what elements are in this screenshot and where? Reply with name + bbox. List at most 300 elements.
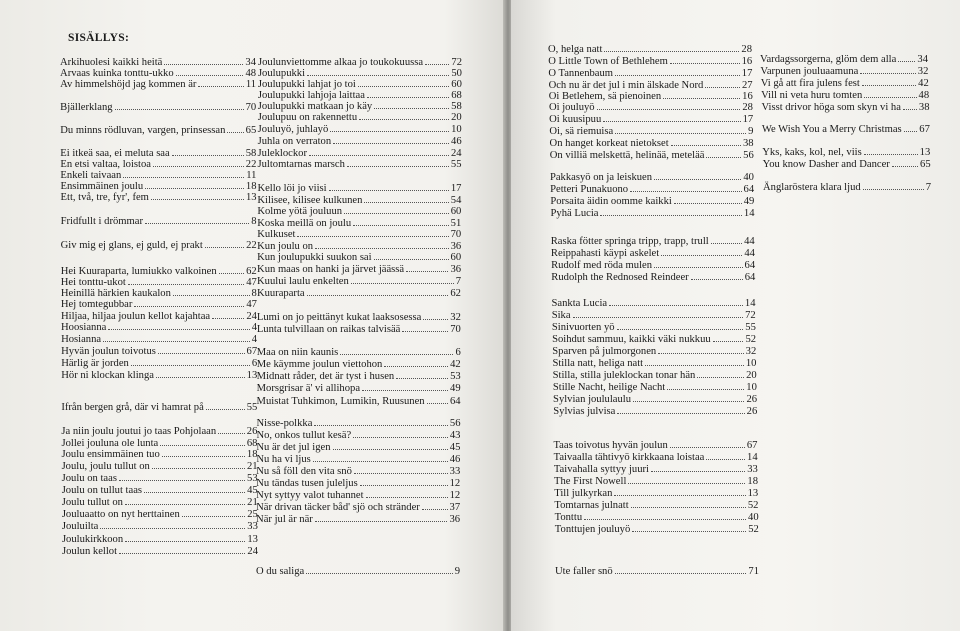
toc-entry-page: 12 [449, 478, 461, 489]
toc-entry [257, 288, 461, 300]
toc-entry-title: Taivaalla tähtivyö kirkkaana loistaa [553, 452, 705, 463]
toc-entry-page: 32 [917, 66, 929, 77]
dot-leader [212, 318, 244, 319]
dot-leader [615, 573, 747, 574]
toc-entry-page: 10 [451, 124, 462, 135]
toc-entry-title: Av himmelshöjd jag kommen är [60, 79, 197, 90]
toc-entry-page: 16 [742, 91, 753, 102]
toc-entry-title: Nu är det jul igen [256, 442, 331, 453]
toc-entry-title: Stilla natt, heliga natt [552, 358, 644, 369]
dot-leader [674, 203, 742, 204]
dot-leader [609, 305, 743, 306]
toc-entry [257, 396, 461, 408]
dot-leader [713, 341, 744, 342]
toc-entry-page: 70 [245, 102, 257, 113]
dot-leader [697, 377, 744, 378]
toc-entry [256, 466, 460, 478]
toc-entry [761, 78, 929, 90]
toc-entry-page: 56 [449, 418, 461, 429]
toc-entry [257, 206, 461, 218]
toc-entry [549, 114, 753, 126]
toc-entry-title: Juhla on verraton [257, 136, 332, 147]
toc-entry [257, 312, 461, 324]
toc-entry-page: 27 [741, 80, 753, 91]
toc-entry-page: 55 [246, 402, 258, 413]
toc-entry-page: 70 [450, 324, 461, 335]
dot-leader [366, 497, 448, 498]
toc-entry-page: 4 [251, 334, 258, 345]
toc-entry-title: Änglaröstera klara ljud [763, 182, 861, 193]
toc-entry-title: Jouluyö, juhlayö [257, 124, 329, 135]
toc-entry [62, 461, 258, 473]
toc-entry [548, 44, 752, 56]
toc-entry-title: Nu tändas tusen juleljus [256, 478, 358, 489]
toc-entry [553, 370, 757, 382]
toc-entry-title: Vill ni veta huru tomten [761, 90, 863, 101]
toc-entry-page: 37 [449, 502, 461, 513]
toc-entry-page: 42 [450, 359, 461, 370]
toc-entry-page: 53 [247, 473, 258, 484]
dot-leader [615, 75, 740, 76]
toc-entry-page: 68 [246, 438, 258, 449]
toc-entry-title: Reippahasti käypi askelet [550, 248, 660, 259]
dot-leader [671, 145, 741, 146]
dot-leader [396, 378, 448, 379]
toc-entry-page: 53 [450, 371, 461, 382]
toc-entry-page: 64 [449, 396, 461, 407]
toc-entry-page: 58 [451, 101, 462, 112]
dot-leader [658, 353, 743, 354]
toc-entry-title: Nyt syttyy valot tuhannet [256, 490, 364, 501]
toc-entry-page: 47 [246, 277, 257, 288]
dot-leader [406, 271, 448, 272]
toc-entry [256, 430, 460, 442]
toc-entry-page: 51 [450, 218, 462, 229]
toc-entry-page: 40 [743, 172, 754, 183]
dot-leader [218, 433, 245, 434]
toc-entry-page: 70 [450, 229, 462, 240]
toc-entry-title: Kun maas on hanki ja järvet jäässä [257, 264, 405, 275]
toc-entry-page: 43 [449, 430, 461, 441]
toc-entry [554, 464, 758, 476]
dot-leader [205, 247, 244, 248]
toc-entry-title: Pyhä Lucia [550, 208, 599, 219]
toc-entry [61, 346, 257, 358]
toc-entry-page: 6 [455, 347, 461, 358]
dot-leader [358, 86, 449, 87]
toc-entry-title: Fridfullt i drömmar [60, 216, 143, 227]
dot-leader [162, 456, 245, 457]
toc-entry [257, 347, 461, 359]
toc-entry-title: Ute faller snö [555, 566, 613, 577]
toc-entry-title: Ett, två, tre, fyr', fem [60, 192, 149, 203]
toc-entry [550, 138, 754, 150]
dot-leader [100, 528, 245, 529]
toc-entry [61, 299, 257, 311]
dot-leader [128, 284, 244, 285]
toc-entry-page: 17 [742, 114, 754, 125]
toc-entry-title: När drivan täcker båd' sjö och stränder [256, 502, 420, 513]
toc-entry [555, 524, 759, 536]
dot-leader [219, 273, 244, 274]
toc-entry-page: 9 [454, 566, 460, 577]
dot-leader [860, 73, 915, 74]
toc-entry-title: Joulunviettomme alkaa jo toukokuussa [258, 57, 424, 68]
toc-entry-title: Oi jouluyö [548, 102, 595, 113]
toc-entry-page: 60 [451, 79, 462, 90]
toc-entry-page: 4 [251, 322, 258, 333]
toc-entry [548, 68, 752, 80]
dot-leader [119, 480, 245, 481]
toc-entry-page: 55 [450, 159, 462, 170]
toc-entry-page: 13 [246, 370, 258, 381]
toc-entry-title: Lumi on jo peittänyt kukat laaksosessa [256, 312, 422, 323]
toc-entry-title: Härlig är jorden [61, 358, 129, 369]
dot-leader [367, 97, 449, 98]
toc-entry-page: 13 [247, 534, 258, 545]
toc-entry [552, 322, 756, 334]
toc-entry [61, 192, 257, 204]
toc-entry [62, 509, 258, 521]
dot-leader [156, 377, 245, 378]
dot-leader [630, 191, 741, 192]
toc-entry [62, 485, 258, 497]
toc-entry [553, 394, 757, 406]
dot-leader [125, 541, 245, 542]
dot-leader [422, 509, 448, 510]
toc-entry-title: O du saliga [256, 566, 305, 577]
toc-entry [551, 272, 755, 284]
toc-entry-page: 13 [919, 147, 931, 158]
toc-entry-title: On villiä melskettä, helinää, metelää [549, 150, 705, 161]
dot-leader [617, 413, 744, 414]
dot-leader [123, 177, 244, 178]
dot-leader [670, 447, 745, 448]
toc-entry-title: Sylvias julvisa [553, 406, 616, 417]
toc-entry [257, 371, 461, 383]
toc-entry-title: Me käymme joulun viettohon [256, 359, 383, 370]
toc-entry-title: Nisse-polkka [256, 418, 313, 429]
toc-entry [553, 440, 757, 452]
dot-leader [145, 188, 244, 189]
dot-leader [864, 154, 918, 155]
toc-entry-title: Taivahalla syttyy juuri [553, 464, 649, 475]
toc-entry-page: 22 [245, 159, 257, 170]
toc-entry-page: 7 [455, 276, 461, 287]
toc-entry-page: 58 [245, 148, 257, 159]
dot-leader [354, 473, 448, 474]
dot-leader [340, 354, 453, 355]
toc-entry-title: Muistat Tuhkimon, Lumikin, Ruusunen [256, 396, 425, 407]
toc-entry-page: 52 [745, 334, 757, 345]
toc-entry-page: 26 [746, 394, 758, 405]
toc-entry-page: 16 [741, 56, 753, 67]
toc-entry-page: 10 [746, 382, 757, 393]
toc-entry-page: 21 [246, 461, 258, 472]
toc-entry-title: Hör ni klockan klinga [61, 370, 154, 381]
toc-entry-title: Ei itkeä saa, ei meluta saa [60, 148, 170, 159]
dot-leader [172, 155, 244, 156]
toc-entry-title: Ifrån bergen grå, där vi hamrat på [61, 402, 204, 413]
toc-entry-page: 21 [247, 497, 258, 508]
dot-leader [131, 365, 250, 366]
toc-entry [550, 172, 754, 184]
toc-entry-page: 11 [246, 170, 257, 181]
toc-entry-page: 7 [925, 182, 931, 193]
toc-entry-title: Oi Betlehem, sä pienoinen [548, 91, 662, 102]
toc-entry-page: 62 [246, 266, 257, 277]
toc-entry-title: We Wish You a Merry Christmas [761, 124, 902, 135]
dot-leader [425, 64, 449, 65]
toc-entry [258, 124, 462, 136]
toc-entry-page: 34 [917, 54, 928, 65]
toc-entry-title: Oi kuusipuu [549, 114, 602, 125]
toc-entry-page: 50 [451, 68, 462, 79]
dot-leader [402, 331, 448, 332]
dot-leader [614, 495, 745, 496]
toc-entry-page: 49 [450, 383, 461, 394]
toc-entry-page: 8 [251, 216, 257, 227]
dot-leader [632, 531, 746, 532]
toc-entry [552, 358, 756, 370]
dot-leader [313, 461, 448, 462]
toc-entry [552, 310, 756, 322]
dot-leader [904, 131, 918, 132]
toc-entry [554, 476, 758, 488]
toc-entry [551, 260, 755, 272]
toc-entry-page: 36 [450, 264, 462, 275]
toc-entry-title: Tonttu [554, 512, 583, 523]
toc-entry-page: 54 [450, 195, 462, 206]
toc-entry [62, 546, 258, 558]
dot-leader [134, 306, 244, 307]
dot-leader [206, 409, 245, 410]
dot-leader [360, 485, 448, 486]
dot-leader [144, 492, 245, 493]
dot-leader [151, 199, 244, 200]
toc-entry-page: 71 [748, 566, 759, 577]
toc-entry-title: Jultomtarnas marsch [257, 159, 345, 170]
toc-entry-title: Jouluilta [61, 521, 99, 532]
toc-entry-title: Kun joulu on [257, 241, 314, 252]
toc-entry-page: 10 [745, 358, 757, 369]
toc-entry-title: Ja niin joulu joutui jo taas Pohjolaan [61, 426, 217, 437]
toc-entry-title: Joulu tullut on [61, 497, 123, 508]
toc-entry-title: Arkihuolesi kaikki heitä [60, 57, 163, 68]
dot-leader [158, 353, 245, 354]
toc-entry [258, 136, 462, 148]
toc-entry [550, 196, 754, 208]
dot-leader [108, 329, 249, 330]
toc-entry [762, 124, 930, 136]
toc-entry-title: Kilisee, kilisee kulkunen [257, 195, 363, 206]
dot-leader [353, 437, 448, 438]
dot-leader [892, 166, 918, 167]
dot-leader [573, 317, 744, 318]
dot-leader [384, 366, 448, 367]
toc-entry-title: Jollei jouluna ole lunta [61, 438, 159, 449]
toc-entry-title: On hanget korkeat nietokset [549, 138, 669, 149]
toc-entry [62, 449, 258, 461]
toc-entry-title: Arvaas kuinka tonttu-ukko [60, 68, 174, 79]
toc-entry [61, 370, 257, 382]
toc-entry [61, 216, 257, 228]
toc-entry-title: Joulukirkkoon [61, 534, 124, 545]
toc-entry [554, 452, 758, 464]
dot-leader [198, 86, 243, 87]
toc-entry-page: 8 [251, 288, 257, 299]
toc-entry-page: 22 [246, 240, 257, 251]
toc-entry [61, 240, 257, 252]
toc-entry-title: Du minns rödluvan, vargen, prinsessan [60, 125, 226, 136]
toc-entry [763, 159, 931, 171]
toc-entry [257, 324, 461, 336]
toc-entry [61, 334, 257, 346]
dot-leader [631, 507, 746, 508]
dot-leader [423, 319, 448, 320]
dot-leader [153, 166, 244, 167]
dot-leader [374, 108, 449, 109]
toc-entry [257, 229, 461, 241]
toc-entry [763, 182, 931, 194]
toc-entry-page: 13 [245, 192, 257, 203]
toc-entry-page: 17 [450, 183, 462, 194]
dot-leader [584, 519, 746, 520]
dot-leader [604, 51, 739, 52]
toc-entry-page: 38 [918, 102, 930, 113]
toc-entry-title: Enkeli taivaan [60, 170, 122, 181]
dot-leader [315, 248, 448, 249]
dot-leader [347, 166, 449, 167]
toc-entry-title: Hej tomtegubbar [60, 299, 133, 310]
toc-entry-page: 14 [743, 208, 755, 219]
dot-leader [333, 143, 449, 144]
toc-entry-page: 45 [449, 442, 461, 453]
right-page [511, 0, 960, 631]
toc-entry-page: 44 [744, 236, 755, 247]
dot-leader [362, 390, 448, 391]
dot-leader [306, 573, 452, 574]
toc-entry-title: Petteri Punakuono [550, 184, 629, 195]
toc-entry-page: 9 [748, 126, 754, 137]
toc-entry-title: Hosianna [61, 334, 102, 345]
dot-leader [359, 119, 449, 120]
dot-leader [330, 131, 449, 132]
toc-entry [256, 442, 460, 454]
toc-entry [553, 382, 757, 394]
dot-leader [661, 255, 742, 256]
toc-entry-title: Stille Nacht, heilige Nacht [552, 382, 666, 393]
toc-entry-page: 48 [245, 68, 257, 79]
toc-entry [256, 514, 460, 526]
toc-entry [257, 383, 461, 395]
dot-leader [152, 468, 245, 469]
toc-entry-title: Vardagssorgerna, glöm dem alla [760, 54, 897, 65]
toc-entry-page: 72 [745, 310, 756, 321]
toc-entry-page: 55 [745, 322, 756, 333]
toc-entry-title: Morsgrisar ä' vi allihopa [256, 383, 361, 394]
toc-entry-title: Sinivuorten yö [551, 322, 615, 333]
toc-entry [552, 334, 756, 346]
toc-entry-page: 48 [918, 90, 930, 101]
toc-entry-title: Joulu ensimmäinen tuo [61, 449, 160, 460]
dot-leader [615, 133, 746, 134]
toc-entry-page: 60 [450, 252, 462, 263]
toc-entry-page: 32 [745, 346, 757, 357]
dot-leader [307, 75, 449, 76]
dot-leader [115, 109, 244, 110]
toc-entry-page: 38 [742, 138, 754, 149]
dot-leader [903, 109, 917, 110]
toc-entry [549, 126, 753, 138]
toc-heading: SISÄLLYS: [68, 32, 130, 44]
toc-entry-title: Tomtarnas julnatt [554, 500, 629, 511]
dot-leader [103, 341, 250, 342]
toc-entry [257, 418, 461, 430]
toc-entry-title: Joulun kellot [62, 546, 118, 557]
toc-entry-title: Joulupukki [257, 68, 306, 79]
toc-entry-title: Nu så föll den vita snö [256, 466, 352, 477]
dot-leader [863, 189, 924, 190]
toc-entry-title: När jul är när [256, 514, 313, 525]
toc-entry-page: 14 [747, 452, 758, 463]
toc-entry-title: Raska fötter springa tripp, trapp, trull [550, 236, 709, 247]
toc-entry-title: Hyvän joulun toivotus [61, 346, 156, 357]
toc-entry-page: 67 [919, 124, 930, 135]
toc-entry-title: Juleklockor [257, 148, 307, 159]
toc-entry-page: 46 [451, 136, 462, 147]
toc-entry [551, 208, 755, 220]
dot-leader [182, 516, 245, 517]
toc-entry-page: 24 [246, 311, 257, 322]
dot-leader [427, 403, 448, 404]
dot-leader [711, 243, 742, 244]
toc-entry-page: 44 [744, 248, 755, 259]
toc-entry-title: Heinillä härkien kaukalon [60, 288, 171, 299]
toc-entry [555, 512, 759, 524]
toc-entry [62, 497, 258, 509]
toc-entry-title: Ensimmäinen joulu [60, 181, 144, 192]
dot-leader [173, 295, 250, 296]
toc-entry-title: Kun joulupukki suukon sai [257, 252, 372, 263]
toc-entry-page: 32 [450, 312, 461, 323]
toc-entry-page: 20 [451, 112, 462, 123]
toc-entry-title: Rudolph the Rednosed Reindeer [551, 272, 689, 283]
toc-entry [60, 125, 256, 137]
toc-entry-page: 36 [449, 514, 461, 525]
toc-entry-title: Pakkasyö on ja leiskuen [549, 172, 653, 183]
dot-leader [603, 121, 740, 122]
dot-leader [633, 401, 744, 402]
dot-leader [315, 521, 448, 522]
toc-entry-title: Joulupuu on rakennettu [257, 112, 358, 123]
toc-entry [62, 473, 258, 485]
toc-entry-title: Koska meillä on joulu [257, 218, 352, 229]
dot-leader [176, 75, 244, 76]
dot-leader [374, 259, 449, 260]
toc-entry-title: Kuuraparta [256, 288, 305, 299]
dot-leader [617, 329, 744, 330]
toc-entry-page: 60 [450, 206, 462, 217]
toc-entry-title: Hei Kuuraparta, lumiukko valkoinen [60, 266, 217, 277]
toc-entry-title: Porsaita äidin oomme kaikki [550, 196, 672, 207]
toc-entry-page: 28 [742, 102, 753, 113]
toc-entry [60, 102, 256, 114]
toc-entry [258, 159, 462, 171]
toc-entry-page: 42 [918, 78, 929, 89]
toc-entry [761, 90, 929, 102]
toc-entry [554, 500, 758, 512]
